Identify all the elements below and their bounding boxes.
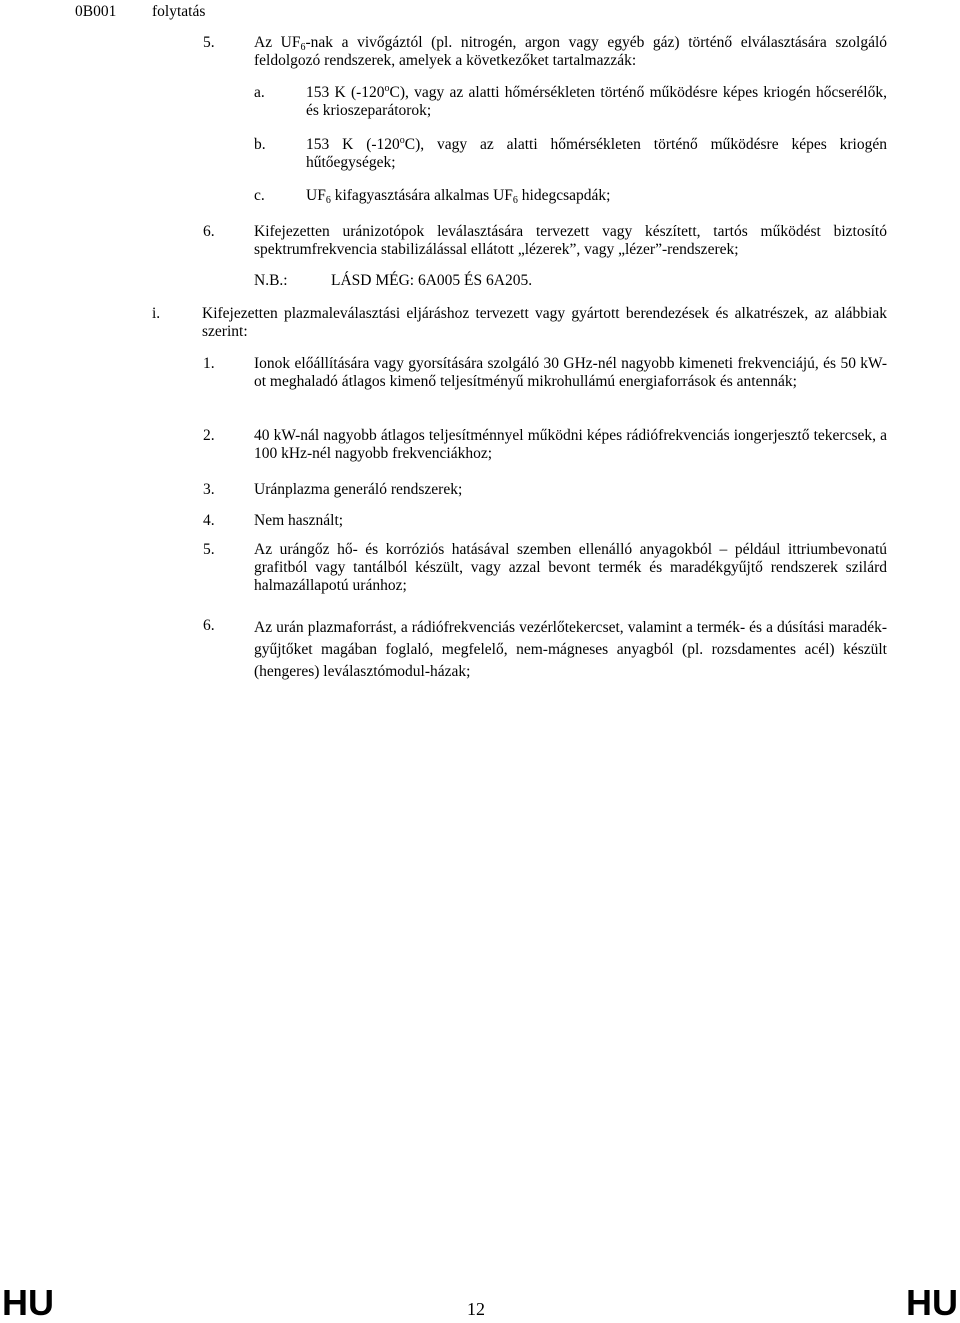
item-label: 5. (203, 541, 215, 558)
item-label: 6. (203, 223, 215, 240)
page-number: 12 (467, 1299, 485, 1319)
item-text: Uránplazma generáló rendszerek; (254, 481, 463, 498)
list-item-a (254, 84, 887, 124)
item-text: Nem használt; (254, 512, 344, 529)
nota-bene-label: N.B.: (254, 272, 288, 289)
item-label: 2. (203, 427, 215, 444)
item-text: Kifejezetten uránizotópok leválasztására tervezett vagy készített, tartós működést biztosító spektrumfrekvencia stabilizálással ellátott „lézerek”, vagy „lézer”-rendszerek; (254, 223, 887, 258)
list-item-c (254, 187, 887, 207)
item-text: Ionok előállítására vagy gyorsítására szolgáló 30 GHz-nél nagyobb kimeneti frekvenciájú, és 50 kW-ot meghaladó átlagos kimenő teljesítményű mikrohullámú energiaforrások és antennák; (254, 355, 887, 390)
item-label: b. (254, 136, 266, 153)
item-label: 4. (203, 512, 215, 529)
document-code: 0B001 (75, 3, 117, 20)
item-label: 3. (203, 481, 215, 498)
item-text: Az urángőz hő- és korróziós hatásával szemben ellenálló anyagokból – például ittriumbevonatú grafitból vagy tantálból készült, vagy azzal bevont termék és maradékgyűjtő rendszerek szilárd halmazállapotú uránhoz; (254, 541, 887, 594)
nota-bene-text: LÁSD MÉG: 6A005 ÉS 6A205. (331, 272, 533, 289)
item-label: 6. (203, 617, 215, 634)
footer-language-right: HU (906, 1282, 958, 1323)
list-item-5-uf6-separation (203, 34, 887, 74)
footer-language-left: HU (2, 1282, 54, 1323)
item-text: 40 kW-nál nagyobb átlagos teljesítménnyel működni képes rádiófrekvenciás iongerjesztő tekercsek, a 100 kHz-nél nagyobb frekvenciákhoz; (254, 427, 887, 462)
item-text: $UF_6$ kifagyasztására alkalmas $UF_6$ hidegcsapdák; (306, 187, 611, 206)
list-item-2 (203, 427, 887, 467)
item-text: Kifejezetten plazmaleválasztási eljáráshoz tervezett vagy gyártott berendezések és alkatrészek, az alábbiak szerint: (202, 305, 887, 340)
list-item-6 (203, 617, 887, 683)
item-text: Az $UF_6$-nak a vivőgáztól (pl. nitrogén, argon vagy egyéb gáz) történő elválasztására szolgáló feldolgozó rendszerek, amelyek a következőket tartalmazzák: (254, 34, 888, 69)
list-item-b (254, 136, 887, 176)
item-label: c. (254, 187, 265, 204)
item-label: i. (152, 305, 161, 322)
item-text: 153 K (-120$^o$C), vagy az alatti hőmérsékleten történő működésre képes kriogén hűtőegységek; (306, 135, 887, 171)
list-item-i-plasma (152, 305, 887, 345)
item-text: Az urán plazmaforrást, a rádiófrekvenciás vezérlőtekercset, valamint a termék- és a dúsítási maradék-gyűjtőket magában foglaló, megfelelő, nem-mágneses anyagból (pl. rozsdamentes acél) készült (hengeres) leválasztómodul-házak; (254, 619, 887, 680)
item-text: 153 K (-120$^o$C), vagy az alatti hőmérsékleten történő működésre képes kriogén hőcserélők, és krioszeparátorok; (306, 83, 887, 119)
continued-label: folytatás (152, 3, 206, 20)
item-label: 5. (203, 34, 215, 51)
list-item-3 (203, 481, 887, 501)
list-item-5 (203, 541, 887, 601)
item-label: a. (254, 84, 265, 101)
list-item-1 (203, 355, 887, 415)
list-item-4 (203, 512, 887, 532)
list-item-6-lasers (203, 223, 887, 263)
item-label: 1. (203, 355, 215, 372)
